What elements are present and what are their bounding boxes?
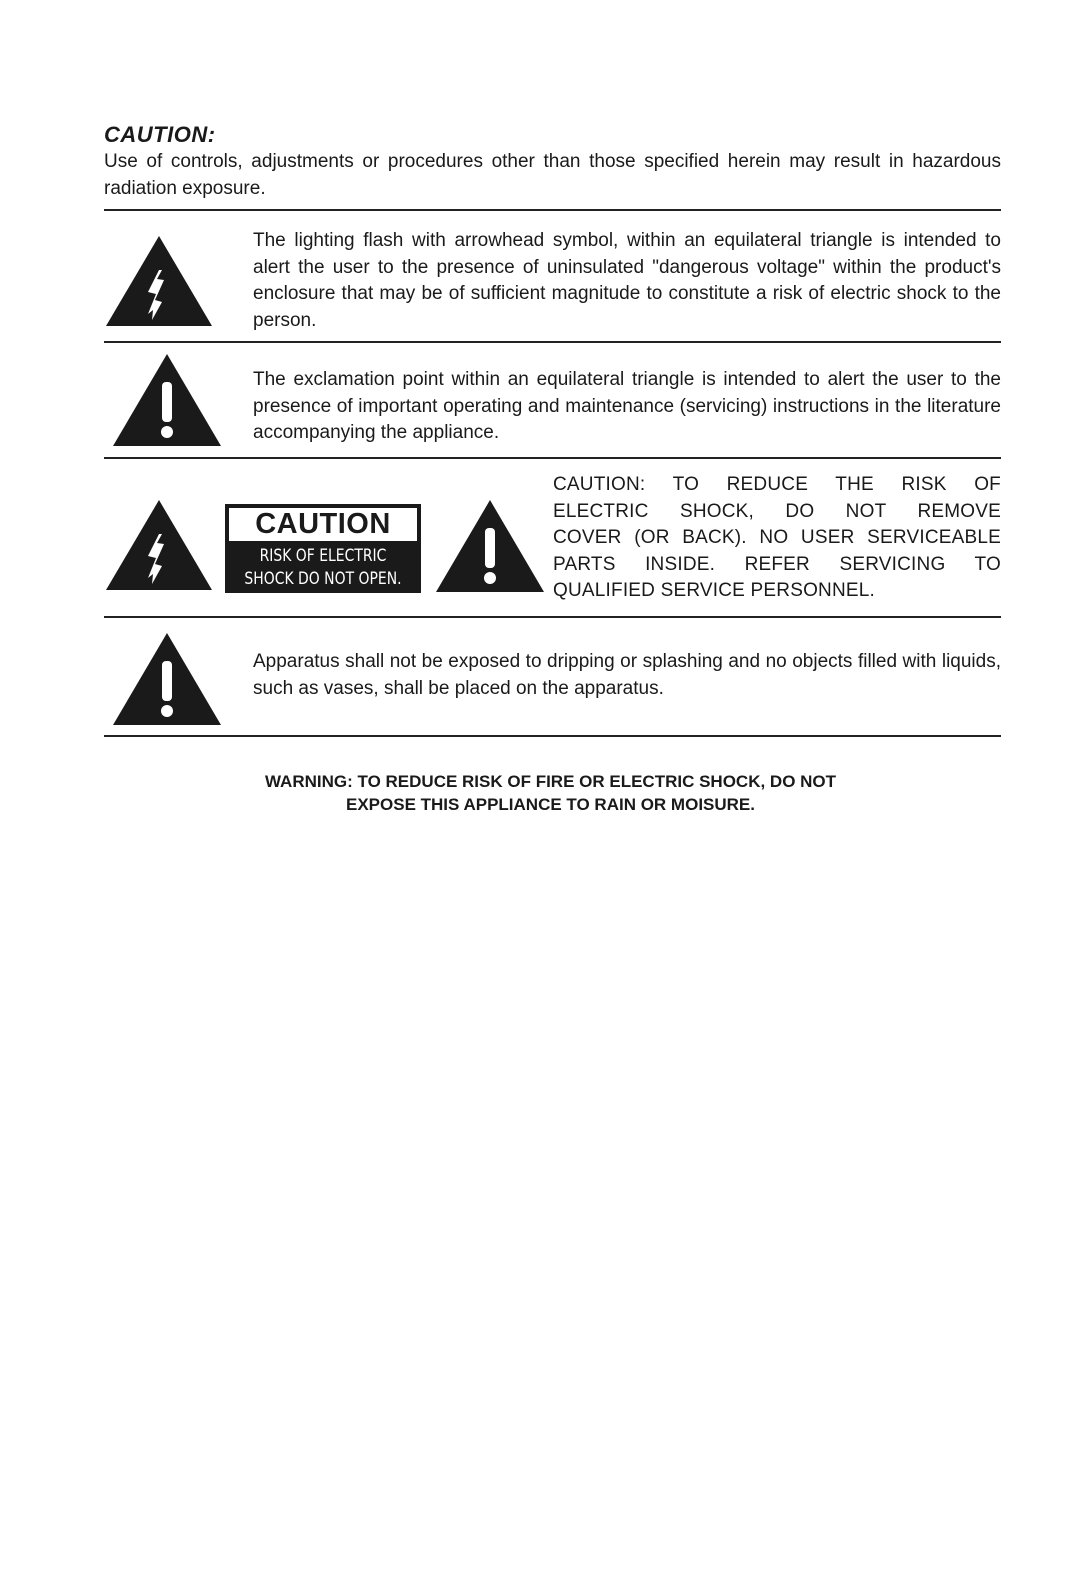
caution-label-line: RISK OF ELECTRIC <box>259 546 387 566</box>
caution-label-text-line: QUALIFIED SERVICE PERSONNEL. <box>553 580 876 601</box>
warning-line: EXPOSE THIS APPLIANCE TO RAIN OR MOISURE. <box>346 795 755 814</box>
warning-line: WARNING: TO REDUCE RISK OF FIRE OR ELECTRIC SHOCK, DO NOT <box>264 772 837 791</box>
lightning-triangle-icon <box>104 234 214 328</box>
caution-intro-text: Use of controls, adjustments or procedures other than those specified herein may result in hazardous radiation exposure. <box>104 151 1001 199</box>
caution-heading: CAUTION: <box>104 122 216 147</box>
divider <box>104 457 1001 459</box>
caution-label-title: CAUTION <box>229 508 417 541</box>
divider <box>104 209 1001 211</box>
fire-shock-warning <box>60 770 1041 816</box>
divider <box>104 616 1001 618</box>
safety-page <box>104 0 1001 1587</box>
caution-label-text-line: PARTS INSIDE. REFER SERVICING TO <box>553 553 1001 575</box>
caution-label-text-line: COVER (OR BACK). NO USER SERVICEABLE <box>553 527 1001 548</box>
caution-label-text-line: ELECTRIC SHOCK, DO NOT REMOVE <box>553 500 1001 522</box>
liquids-warning-text: Apparatus shall not be exposed to dripping or splashing and no objects filled with liquids, such as vases, shall be placed on the apparatus. <box>253 651 1001 699</box>
divider <box>104 735 1001 737</box>
caution-label-text-line: CAUTION: TO REDUCE THE RISK OF <box>553 474 1001 495</box>
caution-label-line: SHOCK DO NOT OPEN. <box>244 569 402 589</box>
exclamation-triangle-icon <box>111 352 223 448</box>
caution-label-text <box>553 472 1001 605</box>
divider <box>104 341 1001 343</box>
lightning-symbol-text: The lighting flash with arrowhead symbol, within an equilateral triangle is intended to alert the user to the presence of uninsulated "dangerous voltage" within the product's enclosure that may be of sufficient magnitude to constitute a risk of electric shock to the person. <box>253 230 1001 331</box>
exclamation-symbol-text: The exclamation point within an equilateral triangle is intended to alert the user to the presence of important operating and maintenance (servicing) instructions in the literature accompanying the appliance. <box>253 369 1001 443</box>
exclamation-triangle-icon <box>111 631 223 727</box>
caution-label-box <box>225 504 421 593</box>
lightning-triangle-icon <box>104 498 214 592</box>
exclamation-triangle-icon <box>434 498 546 594</box>
